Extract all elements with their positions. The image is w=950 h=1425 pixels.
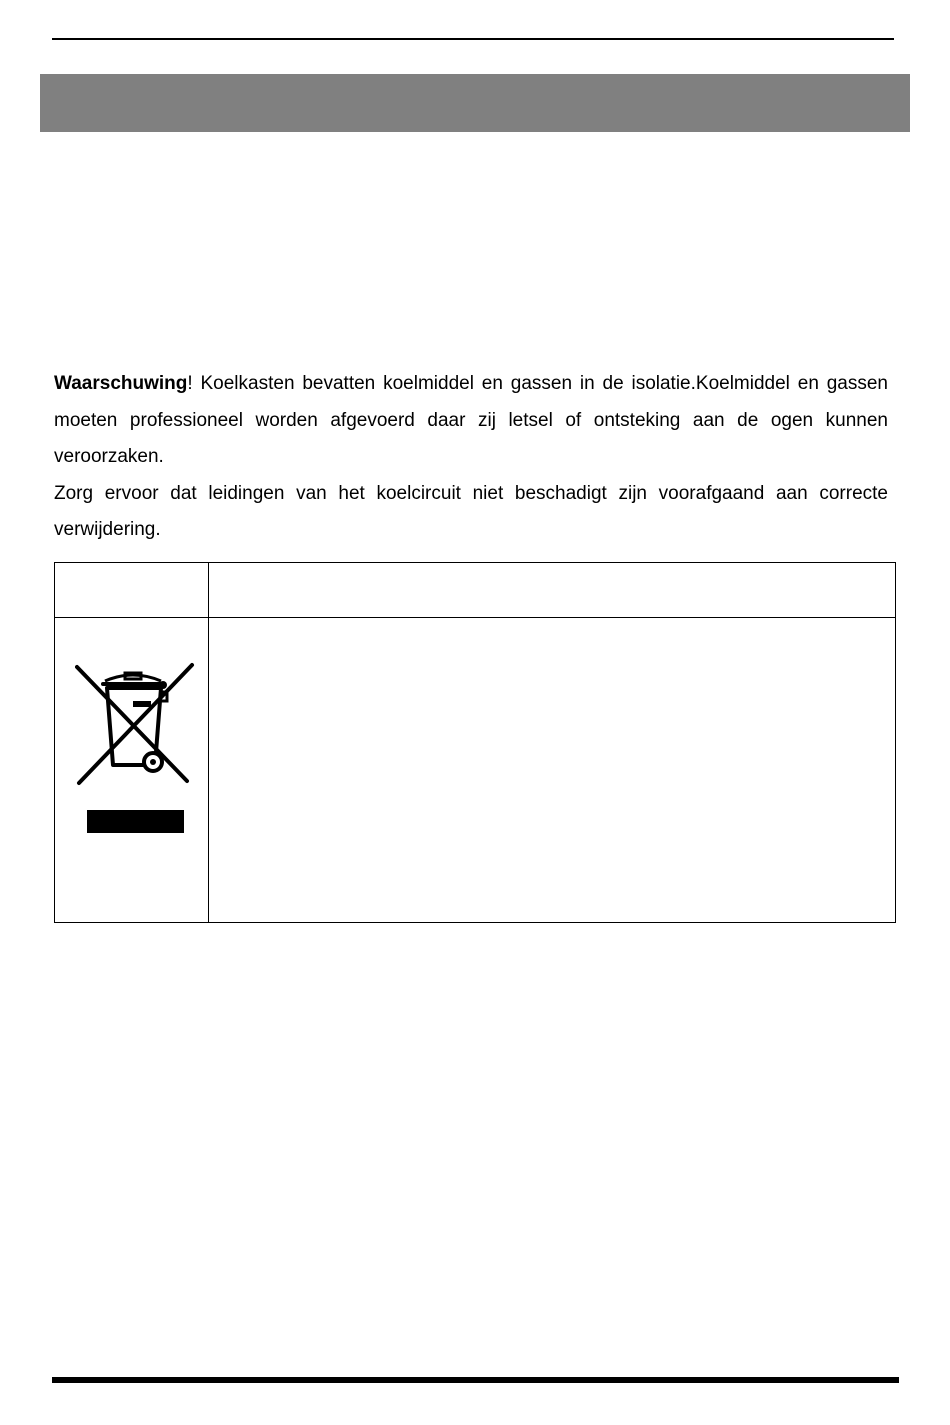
disposal-table <box>54 562 896 923</box>
top-rule <box>52 38 894 40</box>
disposal-instruction: Zorg ervoor dat leidingen van het koelcircuit niet beschadigt zijn voorafgaand aan correcte verwijdering. <box>54 482 888 540</box>
warning-label: Waarschuwing <box>54 373 188 394</box>
warning-text <box>54 366 888 549</box>
crossed-out-wheelie-bin-icon <box>75 661 195 789</box>
warning-body: ! Koelkasten bevatten koelmiddel en gassen in de isolatie.Koelmiddel en gassen moeten professioneel worden afgevoerd daar zij letsel of ontsteking aan de ogen kunnen veroorzaken. <box>54 373 888 467</box>
warning-paragraph <box>54 366 888 476</box>
table-row-divider <box>55 617 895 618</box>
section-banner <box>40 74 910 132</box>
bottom-rule <box>52 1377 899 1383</box>
